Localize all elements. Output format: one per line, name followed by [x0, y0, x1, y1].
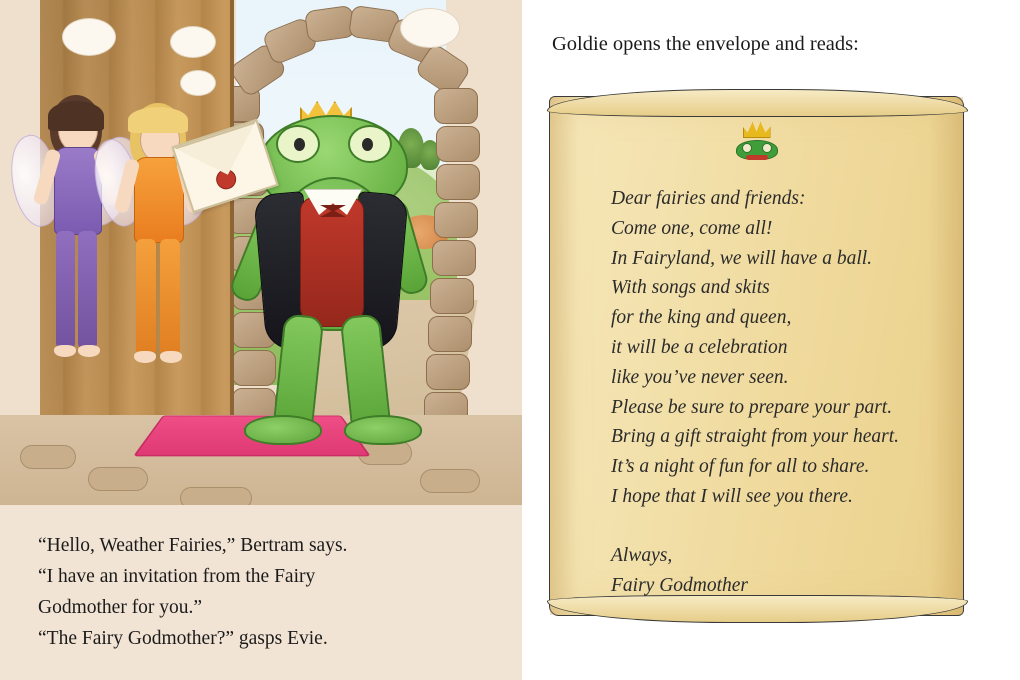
decorative-bubble: [170, 26, 216, 58]
floor-stone: [20, 445, 76, 469]
orange-leg: [136, 239, 156, 355]
frog-icon: [736, 140, 778, 160]
letter-line: In Fairyland, we will have a ball.: [611, 247, 873, 269]
letter-text: [611, 184, 921, 600]
letter-line: Come one, come all!: [611, 217, 773, 239]
arch-stone: [304, 5, 356, 43]
wax-seal-icon: [214, 167, 239, 192]
frog-pupil: [362, 138, 373, 151]
floor-stone: [420, 469, 480, 493]
caption-line: “Hello, Weather Fairies,” Bertram says.: [38, 535, 348, 556]
letter-line: I hope that I will see you there.: [611, 485, 853, 507]
caption-line: “I have an invitation from the Fairy: [38, 566, 316, 587]
letter-spacer: [611, 512, 921, 541]
bertram-the-frog-in-tuxedo: [238, 95, 448, 455]
frog-eye: [348, 125, 392, 163]
scroll-curl-top: [547, 89, 968, 117]
right-page: [522, 0, 1020, 680]
pajama-leg: [78, 231, 97, 349]
caption-line: “The Fairy Godmother?” gasps Evie.: [38, 628, 328, 649]
letter-line: it will be a celebration: [611, 336, 788, 358]
scroll-shadow-left: [550, 97, 578, 615]
frog-pupil: [294, 138, 305, 151]
intro-line: Goldie opens the envelope and reads:: [552, 33, 859, 55]
letter-line: Dear fairies and friends:: [611, 188, 806, 209]
tongue-shape: [746, 155, 768, 160]
story-caption: [38, 530, 478, 654]
frog-eye: [276, 125, 320, 163]
pajama-leg: [56, 231, 75, 349]
bare-foot: [54, 345, 76, 357]
floor-stone: [180, 487, 252, 505]
letter-signoff: Always,: [611, 544, 673, 566]
letter-line: It’s a night of fun for all to share.: [611, 456, 870, 478]
decorative-bubble: [180, 70, 216, 96]
floor-stone: [88, 467, 148, 491]
scroll-shadow-right: [929, 97, 963, 615]
crown-icon: [743, 122, 771, 138]
letter-signature: Fairy Godmother: [611, 574, 749, 596]
orange-leg: [160, 239, 180, 355]
decorative-bubble: [62, 18, 116, 56]
royal-frog-emblem: [725, 122, 789, 166]
frog-foot-right: [344, 415, 422, 445]
decorative-bubble: [400, 8, 460, 48]
bare-foot: [78, 345, 100, 357]
letter-line: for the king and queen,: [611, 307, 792, 329]
hair-fringe: [128, 107, 188, 133]
bare-foot: [160, 351, 182, 363]
story-illustration: [0, 0, 522, 505]
caption-line: Godmother for you.”: [38, 597, 203, 618]
letter-line: Please be sure to prepare your part.: [611, 396, 893, 418]
letter-line: With songs and skits: [611, 277, 770, 299]
letter-line: Bring a gift straight from your heart.: [611, 426, 899, 448]
invitation-scroll: [549, 96, 964, 616]
letter-line: like you’ve never seen.: [611, 366, 789, 388]
bare-foot: [134, 351, 156, 363]
orange-top: [134, 157, 184, 243]
frog-foot-left: [244, 415, 322, 445]
hair-fringe: [48, 101, 104, 131]
